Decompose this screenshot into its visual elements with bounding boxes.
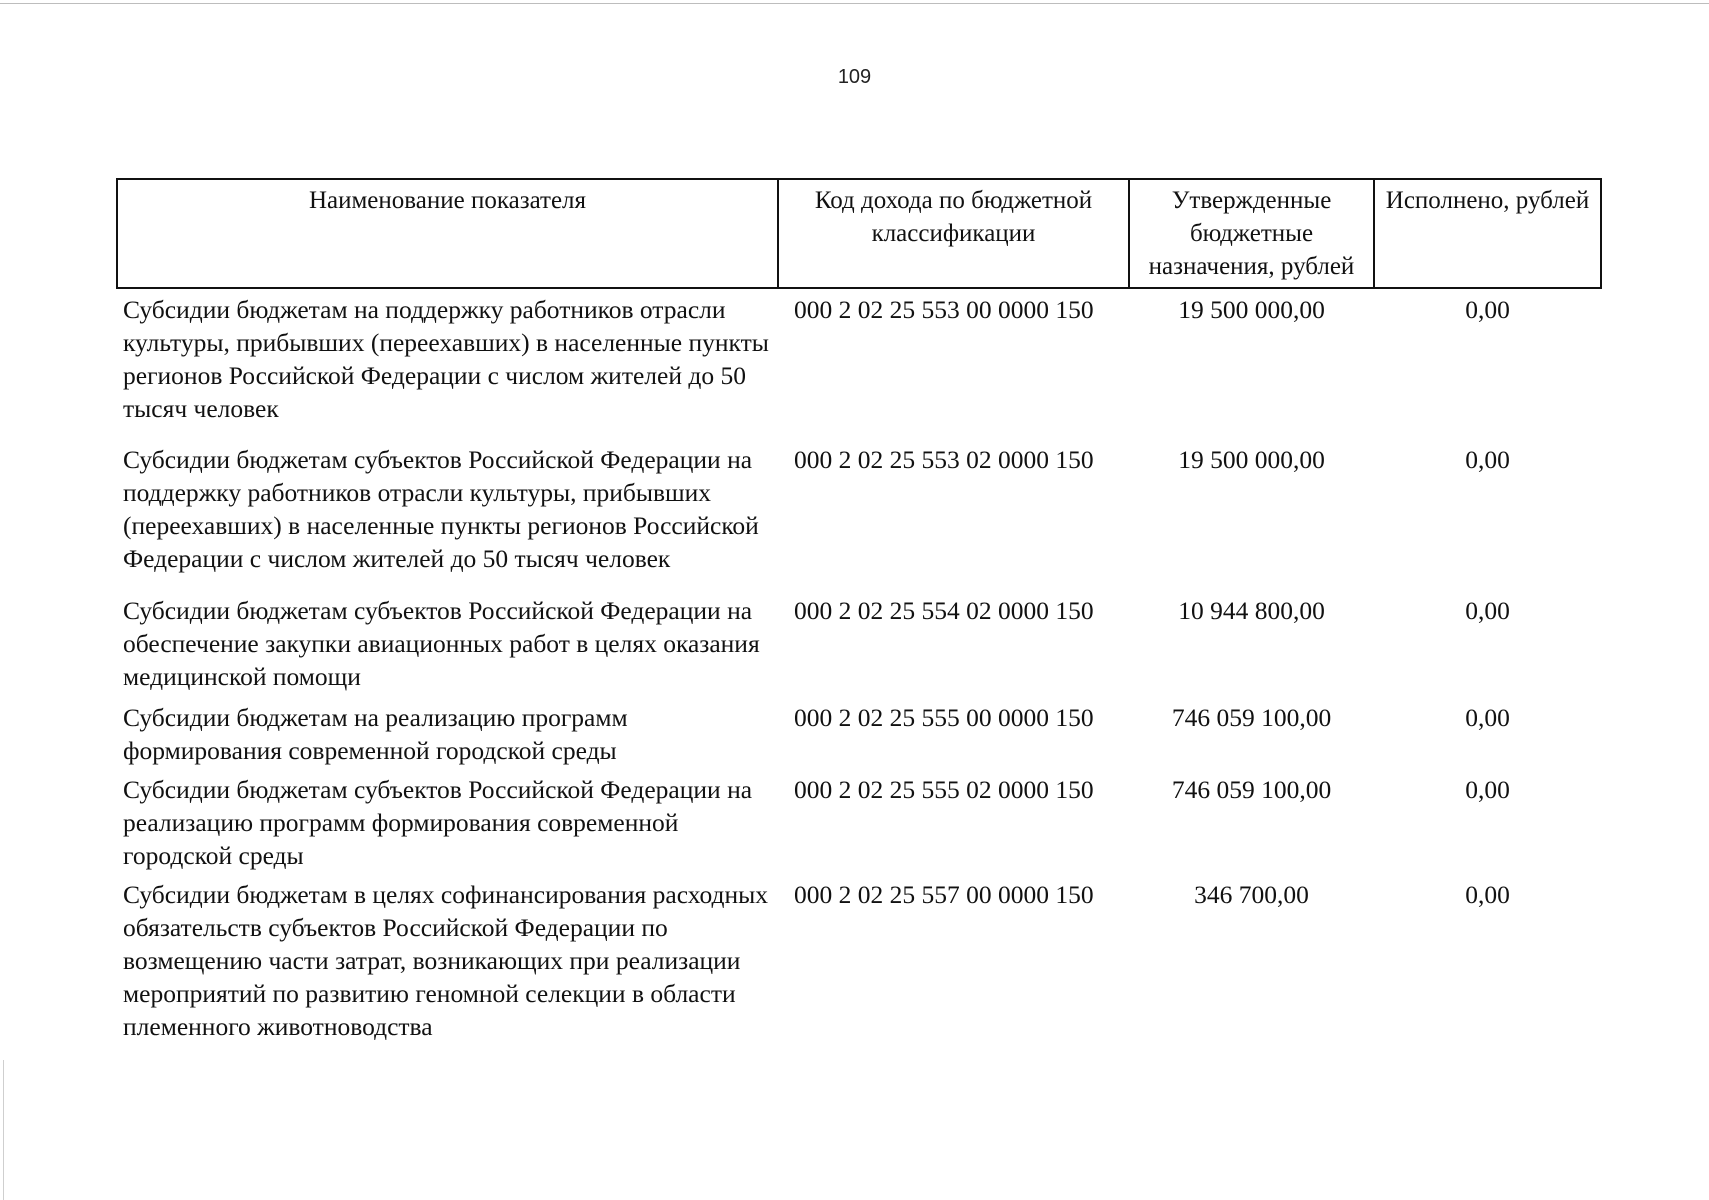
row-approved: 746 059 100,00 [1171,703,1332,732]
table-row [117,697,1601,770]
table-row [117,288,1601,434]
header-approved: Утвержденные бюджетные назначения, рублей [1129,179,1374,288]
row-name: Субсидии бюджетам на реализацию программ формирования современной городской среды [123,703,628,765]
row-approved: 746 059 100,00 [1171,775,1332,804]
table-body [117,288,1601,1046]
table-row [117,770,1601,875]
row-code: 000 2 02 25 557 00 0000 150 [794,880,1094,909]
row-code: 000 2 02 25 555 02 0000 150 [794,775,1094,804]
header-name: Наименование показателя [117,179,778,288]
row-executed: 0,00 [1465,295,1510,324]
row-name: Субсидии бюджетам на поддержку работников отрасли культуры, прибывших (переехавших) в населенные пункты регионов Российской Федерации с числом жителей до 50 тысяч человек [123,295,769,423]
row-executed: 0,00 [1465,880,1510,909]
header-row [117,179,1601,288]
row-name: Субсидии бюджетам субъектов Российской Федерации на обеспечение закупки авиационных работ в целях оказания медицинской помощи [123,596,760,691]
table-row [117,434,1601,584]
row-code: 000 2 02 25 553 00 0000 150 [794,295,1094,324]
scan-edge-left [3,1060,4,1200]
row-approved: 19 500 000,00 [1178,445,1325,474]
row-approved: 19 500 000,00 [1178,295,1325,324]
header-executed: Исполнено, рублей [1374,179,1601,288]
row-name: Субсидии бюджетам субъектов Российской Федерации на поддержку работников отрасли культуры, прибывших (переехавших) в населенные пункты регионов Российской Федерации с числом жителей до 50 тысяч человек [123,445,759,573]
table-row [117,875,1601,1046]
table-row [117,584,1601,697]
row-executed: 0,00 [1465,775,1510,804]
budget-table [116,178,1602,1046]
row-name: Субсидии бюджетам в целях софинансирования расходных обязательств субъектов Российской Федерации по возмещению части затрат, возникающих при реализации мероприятий по развитию геномной селекции в области племенного животноводства [123,880,768,1041]
row-approved: 346 700,00 [1194,880,1309,909]
row-executed: 0,00 [1465,596,1510,625]
row-name: Субсидии бюджетам субъектов Российской Федерации на реализацию программ формирования современной городской среды [123,775,753,870]
row-code: 000 2 02 25 553 02 0000 150 [794,445,1094,474]
table-header [117,179,1601,288]
row-approved: 10 944 800,00 [1178,596,1325,625]
header-code: Код дохода по бюджетной классификации [778,179,1129,288]
row-code: 000 2 02 25 554 02 0000 150 [794,596,1094,625]
scan-edge-top [0,3,1709,4]
page-number: 109 [837,66,872,88]
row-executed: 0,00 [1465,445,1510,474]
row-code: 000 2 02 25 555 00 0000 150 [794,703,1094,732]
row-executed: 0,00 [1465,703,1510,732]
